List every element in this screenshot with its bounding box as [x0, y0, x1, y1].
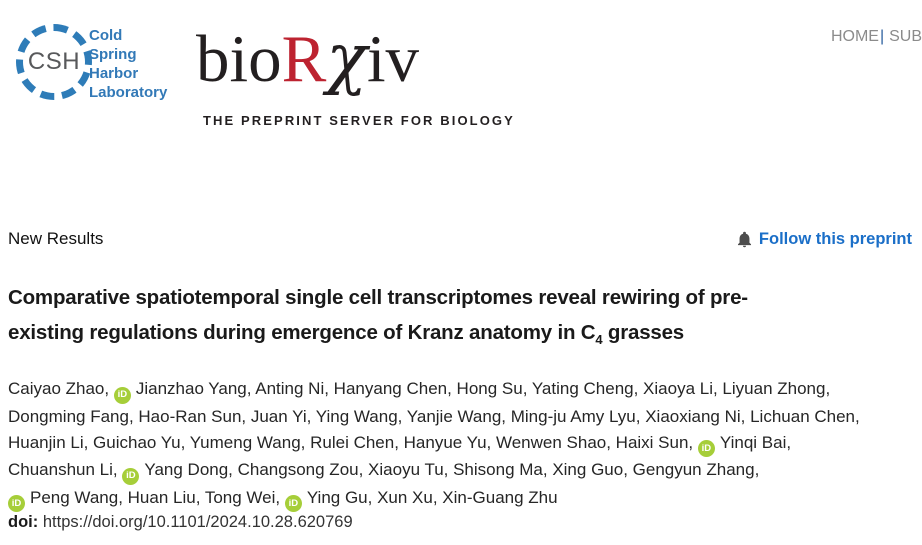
- author-names: Dongming Fang, Hao-Ran Sun, Juan Yi, Ying Wang, Yanjie Wang, Ming-ju Amy Lyu, Xiaoxiang Ni, Lichuan Chen,: [8, 406, 860, 426]
- biorxiv-logo[interactable]: [196, 12, 419, 105]
- author-line: [8, 485, 920, 513]
- author-line: [8, 457, 920, 485]
- csh-text-line: Harbor: [89, 65, 139, 82]
- csh-logo-abbrev: CSH: [27, 48, 81, 75]
- biorxiv-logo-bio: bio: [196, 22, 282, 96]
- nav-home-link[interactable]: HOME: [830, 28, 879, 45]
- biorxiv-logo-r: R: [281, 22, 327, 96]
- author-names: Yinqi Bai,: [719, 432, 792, 452]
- author-names: Ying Gu, Xun Xu, Xin-Guang Zhu: [306, 487, 558, 507]
- biorxiv-tagline: THE PREPRINT SERVER FOR BIOLOGY: [203, 113, 515, 128]
- page-title: [8, 280, 920, 350]
- orcid-icon[interactable]: iD: [698, 440, 715, 457]
- author-names: Huanjin Li, Guichao Yu, Yumeng Wang, Rulei Chen, Hanyue Yu, Wenwen Shao, Haixi Sun,: [8, 432, 698, 452]
- doi-row: [8, 513, 353, 532]
- author-names: Chuanshun Li,: [8, 460, 123, 479]
- author-line: [8, 404, 920, 430]
- title-subscript: 4: [595, 332, 603, 348]
- csh-logo[interactable]: [16, 24, 92, 100]
- author-names: Peng Wang, Huan Liu, Tong Wei,: [30, 487, 285, 507]
- nav-separator: |: [879, 28, 885, 45]
- biorxiv-logo-chi: χ: [326, 19, 367, 97]
- doi-link[interactable]: https://doi.org/10.1101/2024.10.28.620769: [42, 513, 353, 531]
- author-list: [8, 376, 920, 512]
- author-line: [8, 376, 920, 404]
- article-meta-row: [8, 229, 912, 249]
- follow-preprint-label: Follow this preprint: [758, 229, 912, 248]
- author-line: [8, 430, 920, 458]
- orcid-icon[interactable]: iD: [8, 495, 25, 512]
- top-nav: [831, 28, 922, 46]
- orcid-icon[interactable]: iD: [114, 387, 131, 404]
- bell-icon: [736, 230, 753, 249]
- csh-logo-text[interactable]: [89, 26, 167, 102]
- title-line-1: Comparative spatiotemporal single cell transcriptomes reveal rewiring of pre-: [8, 286, 748, 309]
- nav-submit-link[interactable]: SUB: [889, 28, 922, 45]
- biorxiv-logo-iv: iv: [366, 22, 420, 96]
- follow-preprint-link[interactable]: [736, 230, 912, 249]
- csh-text-line: Cold: [89, 27, 123, 44]
- csh-text-line: Spring: [89, 46, 137, 63]
- orcid-icon[interactable]: iD: [285, 495, 302, 512]
- author-names: Jianzhao Yang, Anting Ni, Hanyang Chen, Hong Su, Yating Cheng, Xiaoya Li, Liyuan Zhong,: [135, 379, 831, 398]
- csh-text-line: Laboratory: [89, 84, 168, 101]
- orcid-icon[interactable]: iD: [122, 468, 139, 485]
- author-names: Yang Dong, Changsong Zou, Xiaoyu Tu, Shisong Ma, Xing Guo, Gengyun Zhang,: [144, 460, 760, 479]
- doi-label: doi:: [8, 513, 39, 531]
- article-category: New Results: [8, 229, 104, 248]
- title-line-2: existing regulations during emergence of Kranz anatomy in $C_4$ grasses: [8, 321, 685, 348]
- author-names: Caiyao Zhao,: [8, 379, 114, 398]
